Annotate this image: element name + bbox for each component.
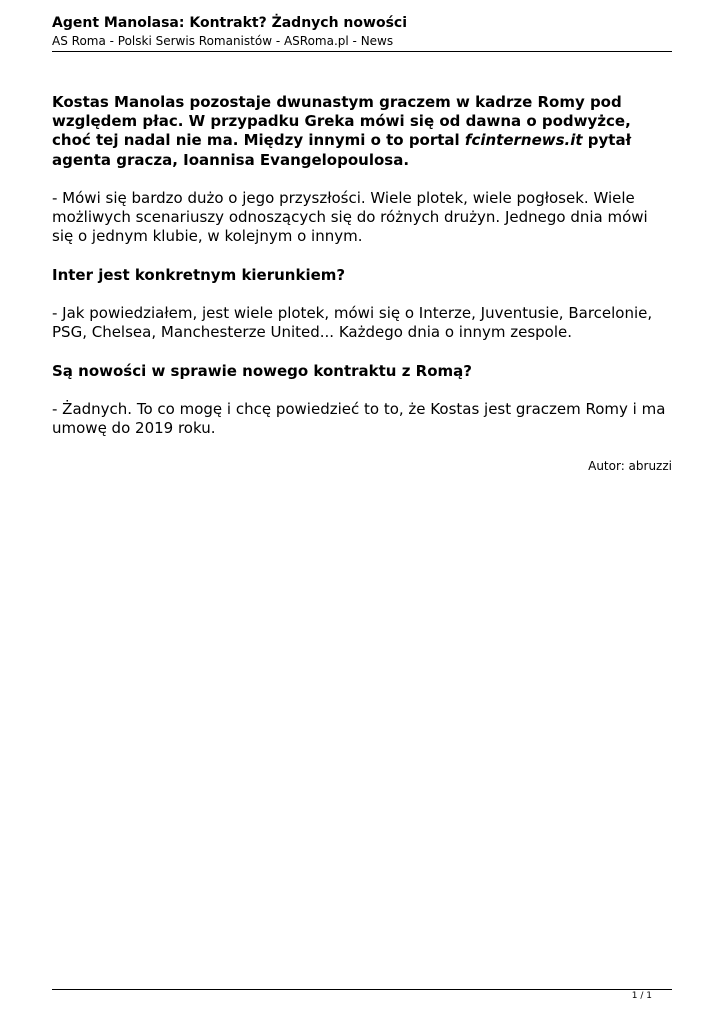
answer-paragraph-3: - Żadnych. To co mogę i chcę powiedzieć to to, że Kostas jest graczem Romy i ma umowę do 2019 roku. [52,400,666,438]
site-subtitle: AS Roma - Polski Serwis Romanistów - ASRoma.pl - News [52,34,394,48]
document-page [52,0,672,1024]
author-line: Autor: abruzzi [588,458,672,473]
question-2: Są nowości w sprawie nowego kontraktu z Romą? [52,361,472,380]
header-divider [52,51,672,52]
lead-text-end: pytał agenta gracza, Ioannisa Evangelopoulosa. [52,131,632,169]
source-link-text: fcinternews.it [464,131,583,150]
page-header [52,14,672,49]
article-title: Agent Manolasa: Kontrakt? Żadnych nowości [52,15,407,31]
question-1: Inter jest konkretnym kierunkiem? [52,265,346,284]
lead-text-start: Kostas Manolas pozostaje dwunastym graczem w kadrze Romy pod względem płac. W przypadku Greka mówi się od dawna o podwyżce, choć tej nadal nie ma. Między innymi o to portal [52,93,631,150]
answer-paragraph-1: - Mówi się bardzo dużo o jego przyszłości. Wiele plotek, wiele pogłosek. Wiele możliwych scenariuszy odnoszących się do różnych drużyn. Jednego dnia mówi się o jednym klubie, w kolejnym o innym. [52,189,648,246]
footer-divider [52,989,672,990]
page-number: 1 / 1 [631,991,652,1001]
answer-paragraph-2: - Jak powiedziałem, jest wiele plotek, mówi się o Interze, Juventusie, Barcelonie, PSG, Chelsea, Manchesterze United... Każdego dnia o innym zespole. [52,304,653,342]
article-body [52,93,672,474]
article-lead [52,93,672,170]
